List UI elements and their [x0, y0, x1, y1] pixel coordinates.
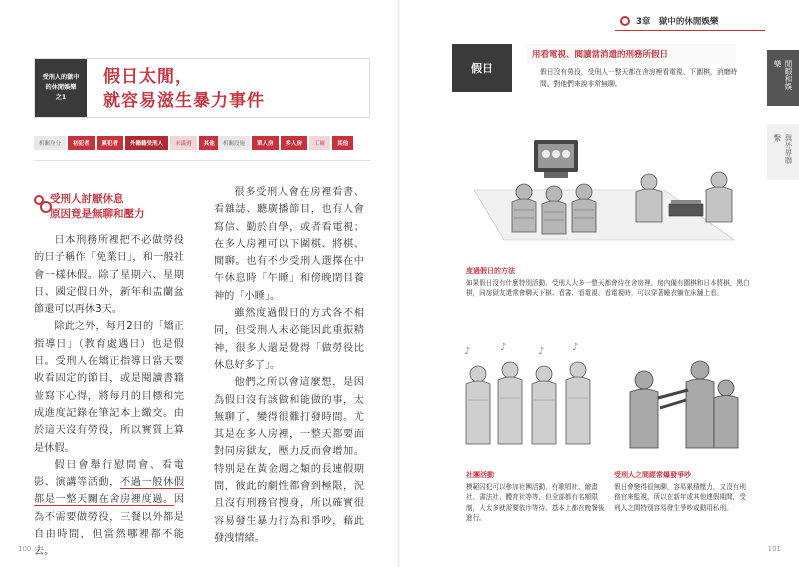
related-identity-row — [34, 136, 220, 150]
chapter-title: 3章 獄中的休閒娛樂 — [636, 17, 719, 27]
page-number: 101 — [767, 545, 781, 553]
caption-club-activities — [466, 470, 606, 524]
caption-text: 模範囚犯可以參加社團活動，有歌唱社、繪畫社、書法社、體育社等等，但全部都有名額限制，人太多就需要依序等待。基本上都在晚餐後進行。 — [466, 482, 605, 522]
title-line: 就容易滋生暴力事件 — [103, 91, 265, 111]
related-facility-row — [218, 136, 353, 150]
identity-chip: 未滿週 — [170, 136, 197, 150]
facility-chip: 多人房 — [281, 136, 308, 150]
title-line: 假日太閒， — [103, 67, 193, 87]
facility-chip: 工廠 — [309, 136, 330, 150]
row-label: 相關身分 — [34, 136, 66, 150]
title-tag-line: 之1 — [55, 94, 67, 101]
svg-text:♪: ♪ — [572, 342, 579, 353]
holiday-label: 假日 — [452, 44, 512, 92]
title-tag-line: 受刑人的獄中 — [42, 74, 80, 81]
identity-chip: 其他 — [199, 136, 220, 150]
title-tag — [35, 59, 87, 117]
section-heading — [34, 192, 184, 222]
svg-text:♪: ♪ — [538, 346, 545, 357]
identity-chip: 外籍籍受刑人 — [125, 136, 168, 150]
facility-chip: 其他 — [332, 136, 353, 150]
identity-chip: 累犯者 — [97, 136, 124, 150]
section-heading-line: 原因竟是無聊和壓力 — [50, 208, 145, 220]
chapter-rule — [615, 30, 765, 31]
text-run: 假日會舉行慰問會、看電影、演講等活動， — [34, 459, 184, 489]
section-heading-line: 受刑人討厭休息 — [50, 193, 124, 205]
page-number: 100 — [18, 545, 32, 553]
right-page — [400, 0, 799, 567]
title-box — [34, 58, 370, 118]
caption-heading: 度過假日的方法 — [466, 267, 515, 275]
caption-text: 假日會變得很無聊，容易累積壓力，又沒有刑務官來監視，所以在新年或其他連假期間，受刑人之間特別容易發生爭吵或動用私刑。 — [614, 482, 746, 512]
rings-icon — [34, 195, 44, 205]
paragraph: 雖然度過假日的方式各不相同，但受刑人未必能因此重振精神，很多人還是覺得「做勞役比休息好多了」。 — [214, 308, 364, 371]
body-column-2 — [214, 184, 364, 547]
side-tab-leisure[interactable]: 閒暇和娛樂 — [767, 50, 799, 106]
title-tag-line: 的休閒娛樂 — [45, 84, 77, 91]
identity-chip: 初犯者 — [68, 136, 95, 150]
facility-chip: 單人房 — [252, 136, 279, 150]
illustration-singing-club — [454, 340, 604, 460]
side-tabs — [767, 50, 799, 180]
paragraph: 他們之所以會這麼想，是因為假日沒有該做和能做的事，太無聊了，變得很難打發時間。尤其是在多人房裡，一整天都要面對同房獄友，壓力反而會增加。特別是在黃金週之類的長連假期間，彼此的劇性都會到極限，況且沒有刑務官搜身，所以確實很容易發生暴力行為和爭吵，藉此發洩情緒。 — [214, 377, 364, 544]
illustration-tv-and-go — [464, 130, 750, 252]
caption-inmate-fights — [614, 470, 746, 513]
paragraph: 很多受刑人會在房裡看書、看雜誌、聽廣播節目，也有人會寫信、勤於自學，或者看電視；在多人房裡可以下圍棋、將棋、閒聊。也有不少受刑人選擇在中午休息時「午睡」和傍晚閉目養神的「小睡」。 — [214, 187, 364, 302]
paragraph: 日本刑務所裡把不必做勞役的日子稱作「免業日」，和一般社會一樣休假。除了星期六、星期日、國定假日外，新年和盂蘭盆節還可以再休3天。 — [34, 235, 184, 316]
paragraph — [34, 457, 184, 561]
body-column-1 — [34, 232, 184, 561]
illustration-inmate-fight — [608, 340, 748, 460]
divider — [34, 160, 370, 161]
holiday-description: 假日沒有勞役，受刑人一整天都在舍房裡看電視、下圍棋，消磨時間。對他們來說非常無聊。 — [540, 68, 738, 88]
caption-heading: 受刑人之間經常爆發爭吵 — [614, 471, 691, 479]
rings-icon — [620, 16, 630, 26]
caption-text: 如果假日沒有什麼特別活動，受刑人大多一整天都會待在舍房裡。房內備有圍棋和日本將棋，黑白棋，同房獄友還常會聊天下棋、看書、看電視、看電視時，可以穿著睡衣躺在床舖上看。 — [466, 278, 750, 297]
text-run: 因為不需要做勞役，三餐以外都是自由時間，但當然哪裡都不能去。 — [34, 494, 184, 558]
paragraph: 除此之外，每月2日的「矯正指導日」（教育處遇日）也是假日。受刑人在矯正指導日當天要收看固定的節目，或是閱讀書籍並寫下心得，將每月的目標和完成進度記錄在筆記本上繳交。由於這天沒有勞役，所以實質上算是休假。 — [34, 321, 184, 454]
svg-text:♪: ♪ — [464, 346, 471, 357]
underlined-text: 不過一般休假都是一整天關在舍房裡度過。 — [34, 477, 185, 506]
chapter-header — [620, 14, 718, 28]
holiday-heading: 用看電視、閱讀當消遣的刑務所假日 — [526, 44, 736, 64]
side-tab-contact[interactable]: 與外界聯繫 — [767, 124, 799, 180]
caption-holiday-methods — [466, 266, 752, 299]
row-label: 相關設施 — [218, 136, 250, 150]
caption-heading: 社團活動 — [466, 471, 494, 479]
left-page — [0, 0, 399, 567]
svg-text:♪: ♪ — [500, 342, 507, 353]
page-title — [103, 65, 265, 113]
